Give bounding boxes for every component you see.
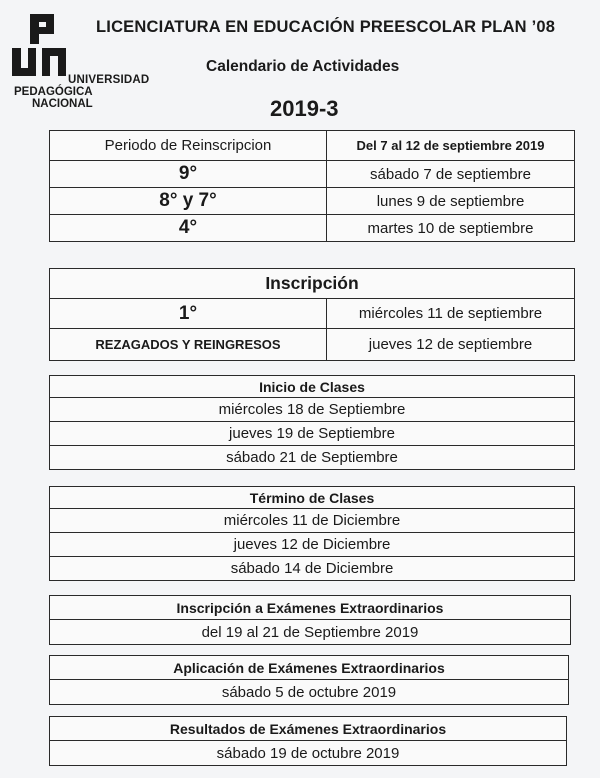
- date-cell: sábado 5 de octubre 2019: [50, 680, 569, 705]
- inscripcion-extraordinarios-table: [49, 595, 571, 645]
- date-cell: sábado 14 de Diciembre: [50, 557, 575, 581]
- grade-cell: 1°: [50, 299, 327, 329]
- resultados-extraordinarios-table: [49, 716, 567, 766]
- date-cell: lunes 9 de septiembre: [327, 188, 575, 215]
- grade-cell: 4°: [50, 215, 327, 242]
- date-cell: miércoles 11 de Diciembre: [50, 509, 575, 533]
- table-row: [50, 446, 575, 470]
- table-row: [50, 533, 575, 557]
- logo-text-pedagogica: PEDAGÓGICA: [14, 86, 93, 98]
- table-row: [50, 620, 571, 645]
- table-row: [50, 487, 575, 509]
- grade-cell: 8° y 7°: [50, 188, 327, 215]
- period-title: 2019-3: [270, 96, 339, 121]
- calendar-subtitle: Calendario de Actividades: [206, 58, 400, 75]
- table-row: [50, 509, 575, 533]
- table-row: [50, 188, 575, 215]
- inscripcion-table: [49, 268, 575, 361]
- aplic-extra-title: Aplicación de Exámenes Extraordinarios: [50, 656, 569, 680]
- program-title: LICENCIATURA EN EDUCACIÓN PREESCOLAR PLAN ’08: [96, 18, 556, 36]
- result-extra-title: Resultados de Exámenes Extraordinarios: [50, 717, 567, 741]
- table-row: [50, 422, 575, 446]
- inicio-clases-table: [49, 375, 575, 470]
- logo-text-universidad: UNIVERSIDAD: [68, 74, 150, 86]
- table-row: [50, 398, 575, 422]
- table-row: [50, 557, 575, 581]
- table-row: [50, 680, 569, 705]
- table-row: [50, 329, 575, 361]
- table-row: [50, 717, 567, 741]
- logo-text-nacional: NACIONAL: [32, 98, 93, 110]
- date-cell: jueves 19 de Septiembre: [50, 422, 575, 446]
- date-cell: miércoles 11 de septiembre: [327, 299, 575, 329]
- table-row: [50, 596, 571, 620]
- grade-cell: REZAGADOS Y REINGRESOS: [50, 329, 327, 361]
- insc-extra-title: Inscripción a Exámenes Extraordinarios: [50, 596, 571, 620]
- date-cell: sábado 7 de septiembre: [327, 161, 575, 188]
- table-row: [50, 376, 575, 398]
- reinscripcion-range: Del 7 al 12 de septiembre 2019: [327, 131, 575, 161]
- termino-title: Término de Clases: [50, 487, 575, 509]
- date-cell: del 19 al 21 de Septiembre 2019: [50, 620, 571, 645]
- table-row: [50, 741, 567, 766]
- date-cell: sábado 19 de octubre 2019: [50, 741, 567, 766]
- date-cell: jueves 12 de Diciembre: [50, 533, 575, 557]
- inscripcion-title: Inscripción: [50, 269, 575, 299]
- table-row: [50, 161, 575, 188]
- date-cell: martes 10 de septiembre: [327, 215, 575, 242]
- date-cell: miércoles 18 de Septiembre: [50, 398, 575, 422]
- upn-logo-mark: [12, 12, 72, 78]
- reinscripcion-label: Periodo de Reinscripcion: [50, 131, 327, 161]
- reinscripcion-table: [49, 130, 575, 242]
- grade-cell: 9°: [50, 161, 327, 188]
- date-cell: jueves 12 de septiembre: [327, 329, 575, 361]
- table-row: [50, 299, 575, 329]
- termino-clases-table: [49, 486, 575, 581]
- table-row: [50, 269, 575, 299]
- date-cell: sábado 21 de Septiembre: [50, 446, 575, 470]
- table-row: [50, 656, 569, 680]
- inicio-title: Inicio de Clases: [50, 376, 575, 398]
- table-row: [50, 131, 575, 161]
- aplicacion-extraordinarios-table: [49, 655, 569, 705]
- table-row: [50, 215, 575, 242]
